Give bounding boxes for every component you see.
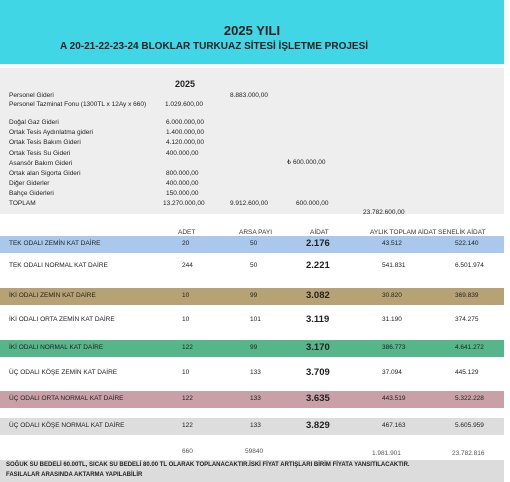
asansor-value: ₺ 600.000,00	[287, 159, 326, 166]
total-personel-value: 9.912.600,00	[230, 200, 268, 207]
total-asansor-value: 600.000,00	[296, 200, 329, 207]
cell-aylik: 31.190	[382, 316, 402, 323]
cell-adet: 122	[182, 422, 193, 429]
budget-item-value: 400.000,00	[166, 180, 199, 188]
cell-adet: 122	[182, 395, 193, 402]
table-row	[0, 365, 504, 382]
budget-item-value: 1.400.000,00	[166, 129, 204, 137]
budget-item-label: Ortak alan Sigorta Gideri	[9, 170, 81, 177]
col-header-arsa: ARSA PAYI	[239, 229, 272, 236]
cell-senelik: 522.140	[455, 240, 479, 247]
cell-arsa: 101	[250, 316, 261, 323]
col-header-senelik: SENELİK AİDAT	[438, 229, 486, 236]
cell-adet: 10	[182, 369, 190, 376]
budget-item-label: Bahçe Giderleri	[9, 190, 54, 198]
tazminat-label: Personel Tazminat Fonu (1300TL x 12Ay x 660)	[9, 101, 147, 108]
cell-aidat: 3.635	[306, 393, 330, 404]
total-aylik: 1.981.901	[372, 450, 401, 457]
row-label: TEK ODALI NORMAL KAT DAİRE	[9, 262, 108, 269]
row-label: ÜÇ ODALI KÖŞE ZEMİN KAT DAİRE	[9, 369, 118, 376]
personel-gideri-value: 8.883.000,00	[230, 92, 268, 99]
budget-item-label: Ortak Tesis Bakım Gideri	[9, 139, 81, 147]
cell-senelik: 5.605.959	[455, 422, 484, 429]
cell-senelik: 374.275	[455, 316, 479, 323]
col-header-aidat: AİDAT	[310, 229, 329, 236]
col-header-aylik: AYLIK TOPLAM AİDAT	[370, 229, 437, 236]
total-arsa: 59840	[245, 448, 264, 455]
table-row	[0, 418, 504, 435]
budget-item-value: 150.000,00	[166, 190, 199, 198]
footnote-line-1: SOĞUK SU BEDELİ 60.00TL, SICAK SU BEDELİ 80.00 TL OLARAK TOPLANACAKTIR.İSKİ FİYAT ARTIŞLARI BİRİM FİYATA YANSITILACAKTIR.	[6, 462, 410, 468]
cell-aidat: 3.829	[306, 420, 330, 431]
row-label: TEK ODALI ZEMİN KAT DAİRE	[9, 240, 101, 247]
cell-senelik: 6.501.974	[455, 262, 484, 269]
cell-senelik: 4.641.272	[455, 344, 484, 351]
cell-senelik: 5.322.228	[455, 395, 484, 402]
total-label: TOPLAM	[9, 200, 36, 207]
page-subtitle: A 20-21-22-23-24 BLOKLAR TURKUAZ SİTESİ İŞLETME PROJESİ	[60, 41, 369, 52]
table-row	[0, 391, 504, 408]
budget-item-label: Ortak Tesis Aydınlatma gideri	[9, 129, 93, 137]
table-row	[0, 236, 504, 253]
cell-aidat: 3.709	[306, 367, 330, 378]
page-title: 2025 YILI	[223, 23, 281, 38]
cell-arsa: 133	[250, 369, 261, 376]
cell-arsa: 50	[250, 262, 258, 269]
cell-arsa: 50	[250, 240, 258, 247]
row-label: İKİ ODALI ZEMİN KAT DAİRE	[9, 292, 96, 299]
cell-adet: 20	[182, 240, 190, 247]
budget-item-label: Diğer Giderler	[9, 180, 50, 188]
tazminat-value: 1.029.600,00	[165, 101, 203, 108]
table-row	[0, 312, 504, 329]
budget-item-label: Ortak Tesis Su Gideri	[9, 149, 71, 157]
budget-item-label: Asansör Bakım Gideri	[9, 159, 73, 167]
total-adet: 660	[182, 448, 193, 455]
cell-aidat: 3.082	[306, 290, 330, 301]
budget-item-value: 6.000.000,00	[166, 119, 204, 126]
cell-aylik: 386.773	[382, 344, 406, 351]
table-row	[0, 288, 504, 305]
budget-item-value: 400.000,00	[166, 149, 199, 157]
cell-arsa: 99	[250, 344, 258, 351]
cell-senelik: 445.129	[455, 369, 479, 376]
cell-aylik: 541.831	[382, 262, 406, 269]
grand-total-value: 23.782.600,00	[363, 209, 405, 216]
cell-arsa: 99	[250, 292, 258, 299]
budget-item-label: Doğal Gaz Gideri	[9, 119, 59, 126]
budget-year: 2025	[175, 79, 196, 89]
row-label: İKİ ODALI NORMAL KAT DAİRE	[9, 344, 104, 351]
row-label: ÜÇ ODALI ORTA NORMAL KAT DAİRE	[9, 395, 124, 402]
row-label: ÜÇ ODALI KÖŞE NORMAL KAT DAİRE	[9, 422, 125, 429]
personel-gideri-label: Personel Gideri	[9, 92, 54, 99]
cell-adet: 244	[182, 262, 193, 269]
cell-aidat: 3.119	[306, 314, 330, 325]
cell-aidat: 2.221	[306, 260, 330, 271]
table-row	[0, 258, 504, 275]
footnote-line-2: FASILALAR ARASINDA AKTARMA YAPILABİLİR	[6, 472, 143, 478]
total-senelik: 23.782.816	[452, 450, 485, 457]
cell-senelik: 369.839	[455, 292, 479, 299]
budget-item-value: 800.000,00	[166, 170, 199, 177]
cell-arsa: 133	[250, 395, 261, 402]
budget-item-value: 4.120.000,00	[166, 139, 204, 147]
cell-aylik: 30.820	[382, 292, 402, 299]
cell-aylik: 37.094	[382, 369, 402, 376]
cell-adet: 10	[182, 292, 190, 299]
cell-aylik: 43.512	[382, 240, 402, 247]
col-header-adet: ADET	[178, 229, 196, 236]
cell-adet: 122	[182, 344, 193, 351]
table-row	[0, 340, 504, 357]
cell-aidat: 2.176	[306, 238, 330, 249]
cell-aylik: 467.163	[382, 422, 406, 429]
cell-aylik: 443.519	[382, 395, 406, 402]
row-label: İKİ ODALI ORTA ZEMİN KAT DAİRE	[9, 316, 115, 323]
cell-arsa: 133	[250, 422, 261, 429]
total-value: 13.270.000,00	[163, 200, 205, 207]
cell-aidat: 3.170	[306, 342, 330, 353]
cell-adet: 10	[182, 316, 190, 323]
